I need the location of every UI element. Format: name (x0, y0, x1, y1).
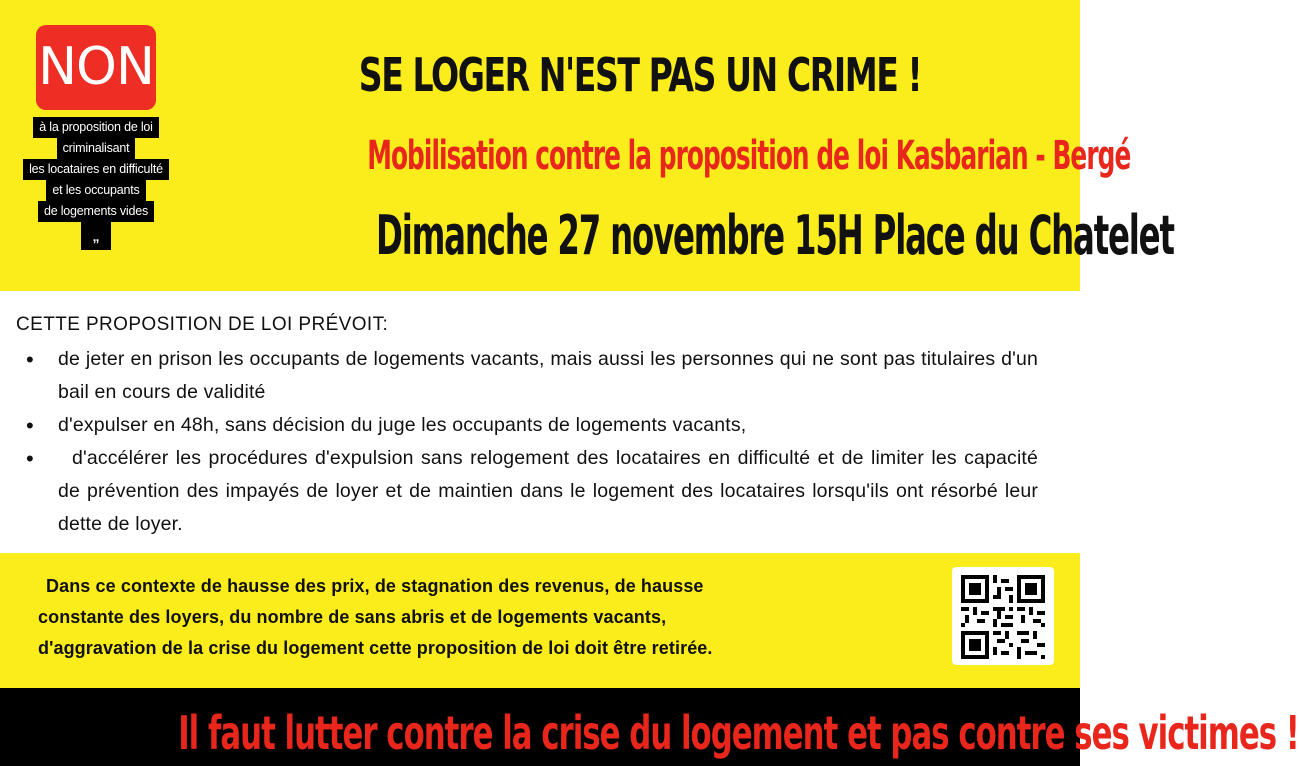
context-line: Dans ce contexte de hausse des prix, de stagnation des revenus, de hausse (46, 576, 704, 596)
qr-code-graphic (961, 575, 1045, 659)
context-line: d'aggravation de la crise du logement cette proposition de loi doit être retirée. (38, 638, 713, 658)
bullet-list (20, 343, 1038, 541)
event-details: Dimanche 27 novembre 15H Place du Chatelet (376, 204, 1174, 267)
badge-caption-line: les locataires en difficulté (23, 159, 169, 180)
badge-caption-line: de logements vides (38, 201, 154, 222)
page-title: SE LOGER N'EST PAS UN CRIME ! (358, 48, 922, 102)
badge-caption-line: et les occupants (46, 180, 145, 201)
subtitle: Mobilisation contre la proposition de loi Kasbarian - Bergé (367, 133, 1131, 179)
list-item (20, 409, 1038, 442)
context-paragraph (38, 571, 938, 664)
section-heading: CETTE PROPOSITION DE LOI PRÉVOIT: (16, 314, 389, 335)
badge-caption-line: à la proposition de loi (33, 117, 159, 138)
list-item-text: de jeter en prison les occupants de logements vacants, mais aussi les personnes qui ne sont pas titulaires d'un bail en cours de validité (58, 348, 1038, 403)
list-item (20, 442, 1038, 541)
badge-caption-line: criminalisant (57, 138, 136, 159)
list-item (20, 343, 1038, 409)
qr-code-icon[interactable] (952, 567, 1054, 665)
context-line: constante des loyers, du nombre de sans abris et de logements vacants, (38, 607, 667, 627)
proposal-section (0, 291, 1080, 553)
quote-mark: „ (81, 222, 111, 250)
footer-band (0, 688, 1299, 766)
context-section (0, 553, 1080, 688)
list-item-text: d'expulser en 48h, sans décision du juge les occupants de logements vacants, (58, 414, 747, 436)
list-item-text: d'accélérer les procédures d'expulsion sans relogement des locataires en difficulté et de limiter les capacité de prévention des impayés de loyer et de maintien dans le logement des locataires lorsqu'ils ont résorbé leur dette de loyer. (58, 447, 1038, 535)
non-badge: NON (36, 25, 156, 110)
footer-slogan: Il faut lutter contre la crise du logement et pas contre ses victimes ! (178, 706, 1299, 760)
badge-caption (10, 117, 182, 250)
header-band (0, 0, 1174, 291)
